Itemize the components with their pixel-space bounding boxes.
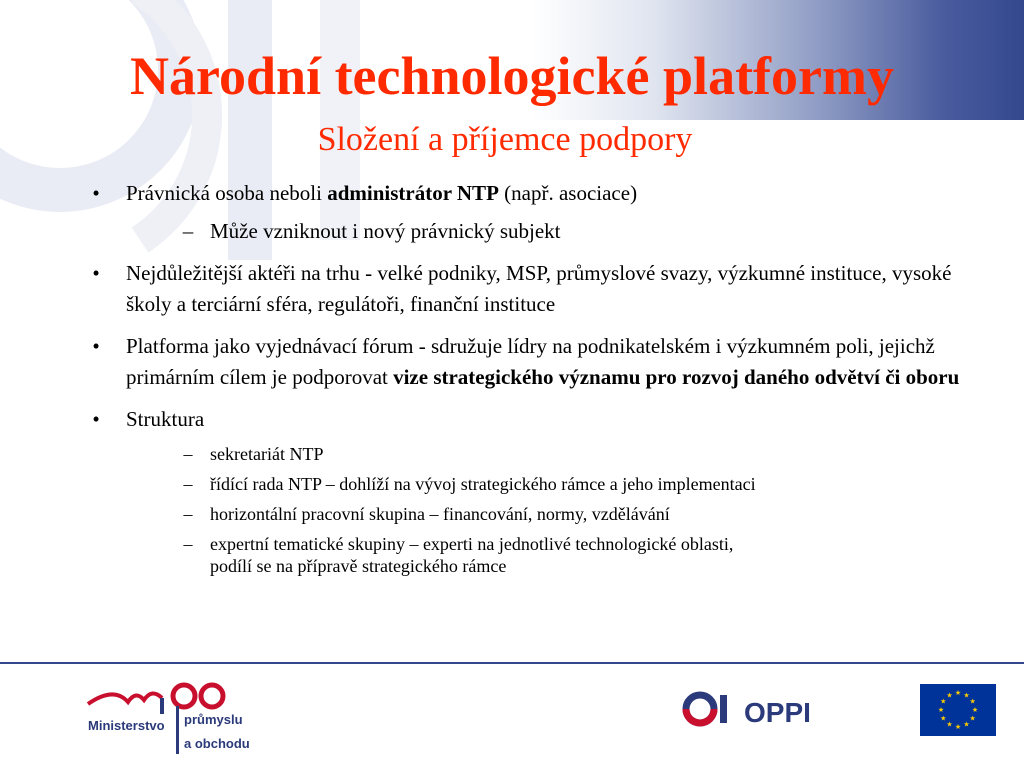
dash-mark: – [183, 474, 193, 494]
sub-bullet-text: Může vzniknout i nový právnický subjekt [210, 219, 561, 243]
svg-text:★: ★ [946, 691, 953, 700]
eu-flag-icon [920, 684, 996, 736]
svg-text:★: ★ [971, 706, 979, 714]
sub-bullet-text: expertní tematické skupiny – experti na jednotlivé technologické oblasti, [210, 534, 734, 554]
mpo-logo [84, 680, 254, 758]
svg-text:★: ★ [954, 723, 962, 731]
bullet-text-bold: vize strategického významu pro rozvoj daného odvětví či oboru [393, 365, 960, 389]
sub-bullet-item [126, 473, 966, 495]
mpo-logo-line3: a obchodu [184, 736, 250, 751]
svg-text:★: ★ [937, 706, 945, 714]
slide-subtitle: Složení a příjemce podpory [317, 121, 693, 158]
mpo-logo-line2: průmyslu [184, 712, 243, 727]
svg-text:★: ★ [940, 714, 947, 723]
bullet-item [86, 404, 966, 577]
sub-bullet-item [126, 216, 966, 247]
bullet-item [86, 331, 966, 393]
svg-text:★: ★ [954, 689, 962, 697]
dash-mark: – [183, 504, 193, 524]
sub-bullet-item [126, 443, 966, 465]
svg-text:★: ★ [963, 691, 970, 700]
bullet-text: Právnická osoba neboli [126, 181, 328, 205]
slide-title: Národní technologické platformy [130, 46, 894, 106]
bullet-text: (např. asociace) [498, 181, 638, 205]
svg-text:★: ★ [946, 720, 953, 729]
bullet-list [86, 178, 966, 588]
sub-bullet-text: řídící rada NTP – dohlíží na vývoj strategického rámce a jeho implementaci [210, 474, 756, 494]
bullet-text-bold: administrátor NTP [327, 181, 499, 205]
bullet-mark: • [92, 334, 100, 358]
sub-bullet-text: horizontální pracovní skupina – financování, normy, vzdělávání [210, 504, 670, 524]
bullet-mark: • [92, 261, 100, 285]
bullet-item [86, 258, 966, 320]
sub-bullet-item [126, 533, 966, 577]
bullet-item [86, 178, 966, 247]
svg-text:★: ★ [963, 720, 970, 729]
dash-mark: – [183, 534, 193, 554]
dash-mark: – [182, 219, 194, 243]
bullet-text: Platforma jako vyjednávací fórum - sdružuje lídry na podnikatelském i výzkumném poli, jejichž primárním cílem je podporovat [126, 334, 935, 389]
svg-text:★: ★ [969, 714, 976, 723]
oppi-logo-text: OPPI [744, 697, 811, 728]
sub-bullet-text: podílí se na přípravě strategického rámce [210, 556, 507, 576]
svg-text:★: ★ [940, 697, 947, 706]
bullet-text: Struktura [126, 407, 205, 431]
bullet-text: Nejdůležitější aktéři na trhu - velké podniky, MSP, průmyslové svazy, výzkumné instituce, vysoké školy a terciární sféra, regulátoři, finanční instituce [126, 261, 952, 316]
sub-bullet-item [126, 503, 966, 525]
bullet-mark: • [92, 407, 100, 431]
sub-bullet-text: sekretariát NTP [210, 444, 324, 464]
footer-divider [0, 662, 1024, 664]
svg-text:★: ★ [969, 697, 976, 706]
bullet-mark: • [92, 181, 100, 205]
dash-mark: – [183, 444, 193, 464]
oppi-logo [680, 686, 840, 732]
mpo-logo-line1: Ministerstvo [88, 718, 165, 733]
